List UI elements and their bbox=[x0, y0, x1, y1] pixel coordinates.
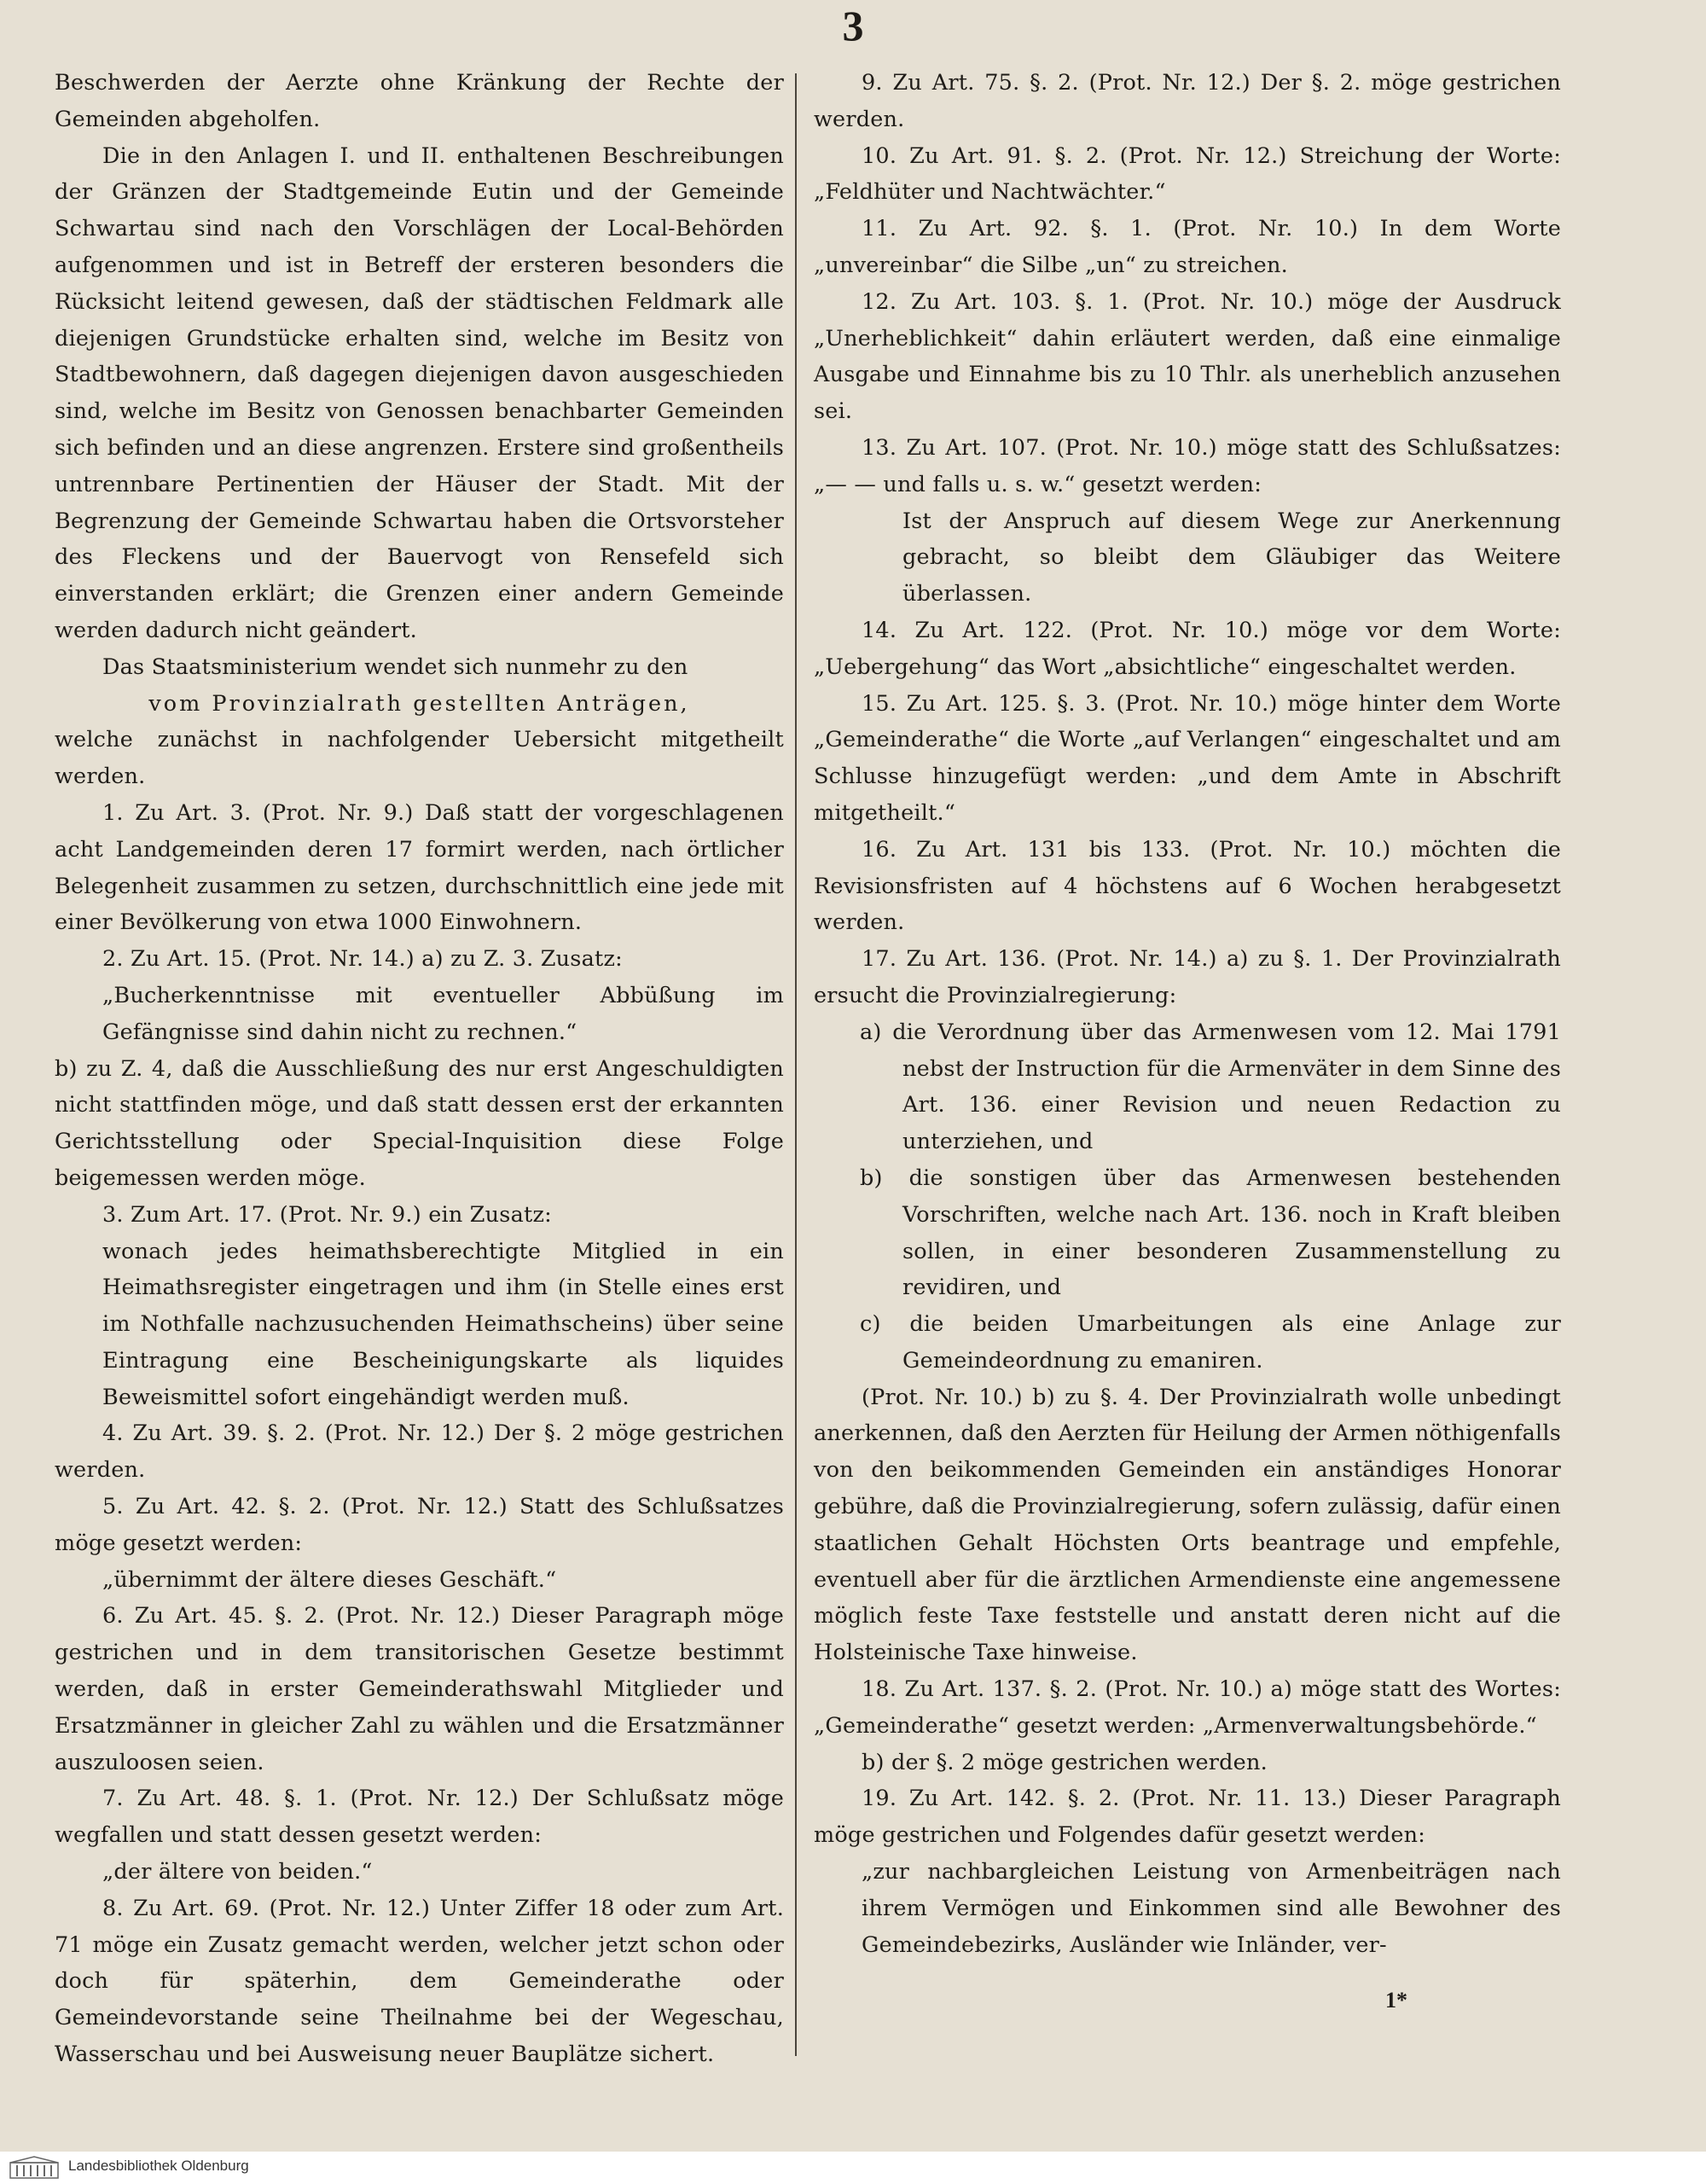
list-item: 2. Zu Art. 15. (Prot. Nr. 14.) a) zu Z. 3. Zusatz: bbox=[102, 946, 623, 973]
quoted-text: „zur nachbargleichen Leistung von Armenbeiträgen nach ihrem Vermögen und Einkommen sind alle Bewohner des Gemeindebezirks, Ausländer wie Inländer, ver- bbox=[862, 1859, 1561, 1958]
library-name: Landesbibliothek Oldenburg bbox=[68, 2158, 249, 2174]
paragraph: Das Staatsministerium wendet sich nunmehr zu den bbox=[102, 653, 688, 680]
list-item: 9. Zu Art. 75. §. 2. (Prot. Nr. 12.) Der §. 2. möge gestrichen werden. bbox=[814, 70, 1561, 132]
list-item: 19. Zu Art. 142. §. 2. (Prot. Nr. 11. 13.) Dieser Paragraph möge gestrichen und Folgendes dafür gesetzt werden: bbox=[814, 1786, 1561, 1849]
list-item: b) der §. 2 möge gestrichen werden. bbox=[862, 1749, 1268, 1775]
right-column bbox=[814, 65, 1561, 1963]
quoted-text: „der ältere von beiden.“ bbox=[102, 1859, 373, 1885]
paragraph: Die in den Anlagen I. und II. enthaltenen Beschreibungen der Gränzen der Stadtgemeinde Eutin und der Gemeinde Schwartau sind nach den Vorschlägen der Local-Behörden aufgenommen und ist in Betreff der ersteren besonders die Rücksicht leitend gewesen, daß der städtischen Feldmark alle diejenigen Grundstücke erhalten sind, welche im Besitz von Stadtbewohnern, daß dagegen diejenigen davon ausgeschieden sind, welche im Besitz von Genossen benachbarter Gemeinden sich befinden und an diese angrenzen. Erstere sind großentheils untrennbare Pertinentien der Häuser der Stadt. Mit der Begrenzung der Gemeinde Schwartau haben die Ortsvorsteher des Fleckens und der Bauervogt von Rensefeld sich einverstanden erklärt; die Grenzen einer andern Gemeinde werden dadurch nicht geändert. bbox=[55, 142, 784, 643]
paragraph: Beschwerden der Aerzte ohne Kränkung der Rechte der Gemeinden abgeholfen. bbox=[55, 70, 784, 132]
quoted-text: Ist der Anspruch auf diesem Wege zur Anerkennung gebracht, so bleibt dem Gläubiger das Weitere überlassen. bbox=[902, 508, 1561, 607]
page-number: 3 bbox=[842, 2, 864, 49]
list-item: 5. Zu Art. 42. §. 2. (Prot. Nr. 12.) Statt des Schlußsatzes möge gesetzt werden: bbox=[55, 1494, 784, 1556]
list-item: 15. Zu Art. 125. §. 3. (Prot. Nr. 10.) möge hinter dem Worte „Gemeinderathe“ die Worte „auf Verlangen“ eingeschaltet und am Schlusse hinzugefügt werden: „und dem Amte in Abschrift mitgetheilt.“ bbox=[814, 690, 1561, 826]
sub-list-item: b) die sonstigen über das Armenwesen bestehenden Vorschriften, welche nach Art. 136. noch in Kraft bleiben sollen, in einer besonderen Zusammenstellung zu revidiren, und bbox=[860, 1165, 1561, 1301]
list-item: 17. Zu Art. 136. (Prot. Nr. 14.) a) zu §. 1. Der Provinzialrath ersucht die Provinzialregierung: bbox=[814, 946, 1561, 1008]
list-item: 12. Zu Art. 103. §. 1. (Prot. Nr. 10.) möge der Ausdruck „Unerheblichkeit“ dahin erläutert werden, daß eine einmalige Ausgabe und Einnahme bis zu 10 Thlr. als unerheblich anzusehen sei. bbox=[814, 288, 1561, 425]
paragraph: welche zunächst in nachfolgender Uebersicht mitgetheilt werden. bbox=[55, 727, 784, 790]
quoted-text: „übernimmt der ältere dieses Geschäft.“ bbox=[102, 1566, 557, 1593]
left-column bbox=[55, 65, 784, 2073]
footer-bar bbox=[0, 2152, 1706, 2184]
signature-mark: 1* bbox=[1385, 1988, 1407, 2013]
list-item: 13. Zu Art. 107. (Prot. Nr. 10.) möge statt des Schlußsatzes: „— — und falls u. s. w.“ gesetzt werden: bbox=[814, 434, 1561, 497]
list-item: 4. Zu Art. 39. §. 2. (Prot. Nr. 12.) Der §. 2 möge gestrichen werden. bbox=[55, 1420, 784, 1484]
section-heading: vom Provinzialrath gestellten Anträgen, bbox=[148, 690, 690, 717]
quoted-text: „Bucherkenntnisse mit eventueller Abbüßung im Gefängnisse sind dahin nicht zu rechnen.“ bbox=[102, 982, 784, 1045]
list-item: 8. Zu Art. 69. (Prot. Nr. 12.) Unter Ziffer 18 oder zum Art. 71 möge ein Zusatz gemacht werden, welcher jetzt schon oder doch für späterhin, dem Gemeinderathe oder Gemeindevorstande seine Theilnahme bei der Wegeschau, Wasserschau und bei Ausweisung neuer Bauplätze sichert. bbox=[55, 1895, 784, 2068]
quoted-text: wonach jedes heimathsberechtigte Mitglied in ein Heimathsregister eingetragen und ihm (in Stelle eines erst im Nothfalle nachzusuchenden Heimathscheins) über seine Eintragung eine Bescheinigungskarte als liquides Beweismittel sofort eingehändigt werden muß. bbox=[102, 1238, 784, 1410]
list-item: 3. Zum Art. 17. (Prot. Nr. 9.) ein Zusatz: bbox=[102, 1201, 552, 1228]
list-item: 14. Zu Art. 122. (Prot. Nr. 10.) möge vor dem Worte: „Uebergehung“ das Wort „absichtliche“ eingeschaltet werden. bbox=[814, 617, 1561, 680]
list-item: 7. Zu Art. 48. §. 1. (Prot. Nr. 12.) Der Schlußsatz möge wegfallen und statt dessen gesetzt werden: bbox=[55, 1786, 784, 1849]
list-item: 6. Zu Art. 45. §. 2. (Prot. Nr. 12.) Dieser Paragraph möge gestrichen und in dem transitorischen Gesetze bestimmt werden, daß in erster Gemeinderathswahl Mitglieder und Ersatzmänner in gleicher Zahl zu wählen und die Ersatzmänner auszuloosen seien. bbox=[55, 1603, 784, 1775]
paragraph: b) zu Z. 4, daß die Ausschließung des nur erst Angeschuldigten nicht stattfinden möge, und daß statt dessen erst der erkannten Gerichtsstellung oder Special-Inquisition diese Folge beigemessen werden möge. bbox=[55, 1055, 784, 1191]
sub-list-item: c) die beiden Umarbeitungen als eine Anlage zur Gemeindeordnung zu emaniren. bbox=[860, 1311, 1561, 1374]
list-item: 18. Zu Art. 137. §. 2. (Prot. Nr. 10.) a) möge statt des Wortes: „Gemeinderathe“ gesetzt werden: „Armenverwaltungsbehörde.“ bbox=[814, 1676, 1561, 1739]
list-item: 11. Zu Art. 92. §. 1. (Prot. Nr. 10.) In dem Worte „unvereinbar“ die Silbe „un“ zu streichen. bbox=[814, 216, 1561, 278]
list-item: 1. Zu Art. 3. (Prot. Nr. 9.) Daß statt der vorgeschlagenen acht Landgemeinden deren 17 formirt werden, nach örtlicher Belegenheit zusammen zu setzen, durchschnittlich eine jede mit einer Bevölkerung von etwa 1000 Einwohnern. bbox=[55, 799, 784, 936]
library-building-icon bbox=[9, 2156, 60, 2180]
paragraph: (Prot. Nr. 10.) b) zu §. 4. Der Provinzialrath wolle unbedingt anerkennen, daß den Aerzten für Heilung der Armen nöthigenfalls von den beikommenden Gemeinden ein anständiges Honorar gebühre, daß die Provinzialregierung, sofern zulässig, dafür einen staatlichen Gehalt Höchsten Orts beantrage und empfehle, eventuell aber für die ärztlichen Armendienste eine angemessene möglich feste Taxe feststelle und anstatt deren nicht auf die Holsteinische Taxe hinweise. bbox=[814, 1384, 1561, 1666]
list-item: 10. Zu Art. 91. §. 2. (Prot. Nr. 12.) Streichung der Worte: „Feldhüter und Nachtwächter.“ bbox=[814, 142, 1561, 206]
sub-list-item: a) die Verordnung über das Armenwesen vom 12. Mai 1791 nebst der Instruction für die Armenväter in dem Sinne des Art. 136. einer Revision und neuen Redaction zu unterziehen, und bbox=[860, 1019, 1561, 1155]
column-divider bbox=[795, 73, 797, 2056]
list-item: 16. Zu Art. 131 bis 133. (Prot. Nr. 10.) möchten die Revisionsfristen auf 4 höchstens auf 6 Wochen herabgesetzt werden. bbox=[814, 836, 1561, 936]
